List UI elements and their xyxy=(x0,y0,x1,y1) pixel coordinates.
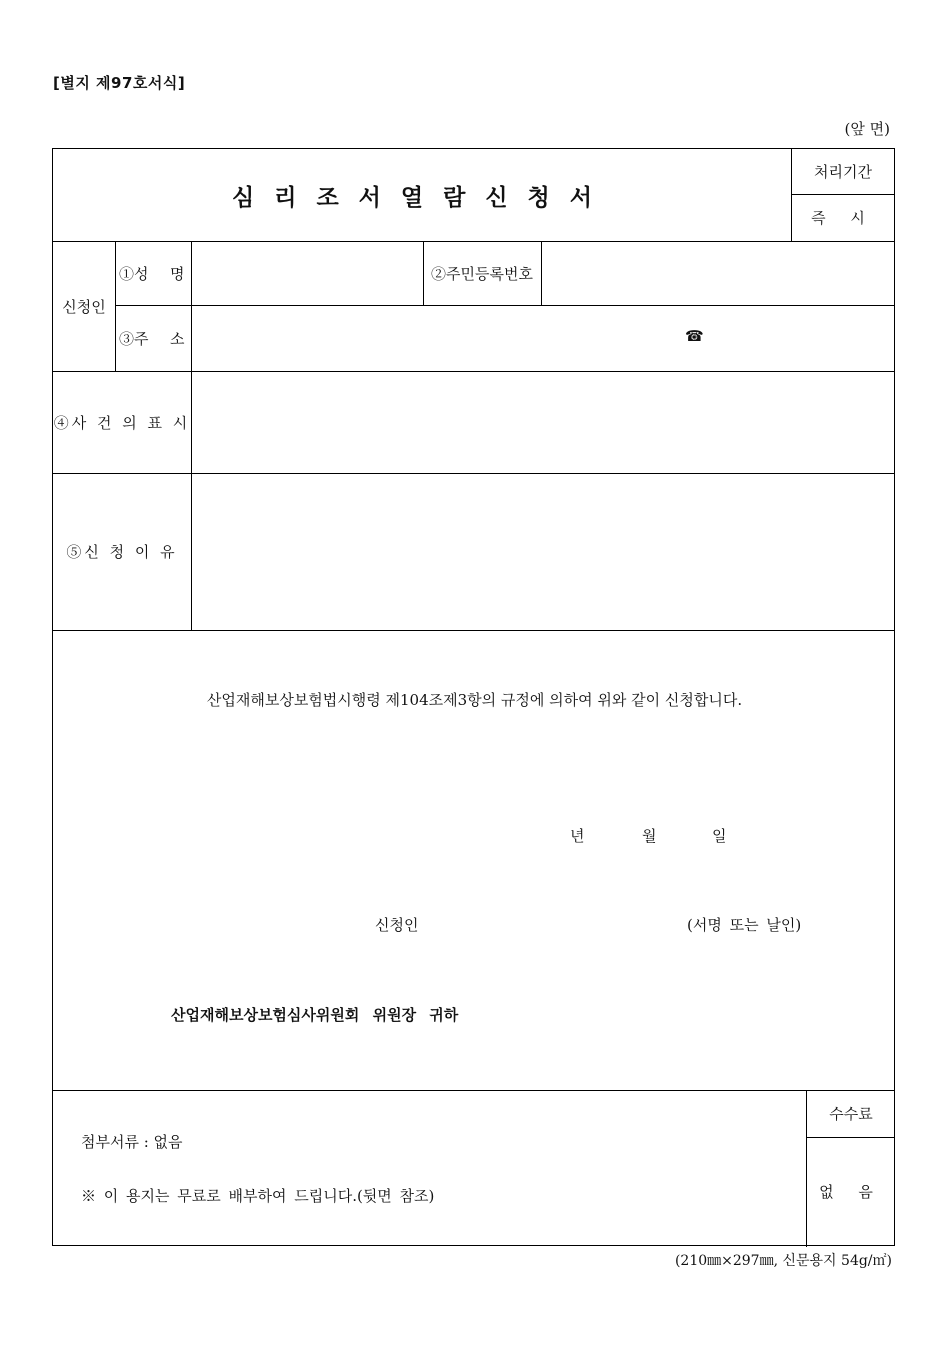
processing-period-label: 처리기간 xyxy=(814,163,872,181)
fee-label: 수수료 xyxy=(829,1105,873,1123)
address-field[interactable] xyxy=(192,305,895,371)
case-indication-field[interactable] xyxy=(192,371,895,473)
declaration-text: 산업재해보상보험법시행령 제104조제3항의 규정에 의하여 위와 같이 신청합니다. xyxy=(206,691,743,709)
applicant-section-label: 신청인 xyxy=(62,297,106,316)
addressee: 산업재해보상보험심사위원회 위원장 귀하 xyxy=(171,1006,459,1024)
date-month-label: 월 xyxy=(642,827,657,845)
case-indication-label: ④사 건 의 표 시 xyxy=(53,413,191,432)
processing-period-value: 즉 시 xyxy=(811,209,875,227)
application-form xyxy=(52,148,895,1246)
application-reason-field[interactable] xyxy=(192,473,895,630)
signature-note: (서명 또는 날인) xyxy=(687,916,802,934)
attachments-text: 첨부서류 : 없음 xyxy=(81,1133,183,1151)
paper-spec: (210㎜×297㎜, 신문용지 54g/㎡) xyxy=(674,1253,892,1269)
address-label: ③주 소 xyxy=(119,329,185,348)
telephone-icon: ☎ xyxy=(685,327,704,345)
date-day-label: 일 xyxy=(712,827,727,845)
resident-number-label: ②주민등록번호 xyxy=(431,264,533,283)
date-year-label: 년 xyxy=(570,827,585,845)
name-label: ①성 명 xyxy=(119,264,185,283)
signature-applicant-label: 신청인 xyxy=(375,916,419,934)
form-number: [별지 제97호서식] xyxy=(53,74,186,92)
application-reason-label: ⑤신 청 이 유 xyxy=(66,543,178,561)
fee-value: 없 음 xyxy=(819,1182,883,1201)
free-distribution-notice: ※ 이 용지는 무료로 배부하여 드립니다.(뒷면 참조) xyxy=(81,1187,435,1205)
page-side-label: (앞 면) xyxy=(844,120,890,138)
name-field[interactable] xyxy=(192,241,423,305)
form-title: 심리조서열람신청서 xyxy=(232,184,612,211)
resident-number-field[interactable] xyxy=(542,241,895,305)
